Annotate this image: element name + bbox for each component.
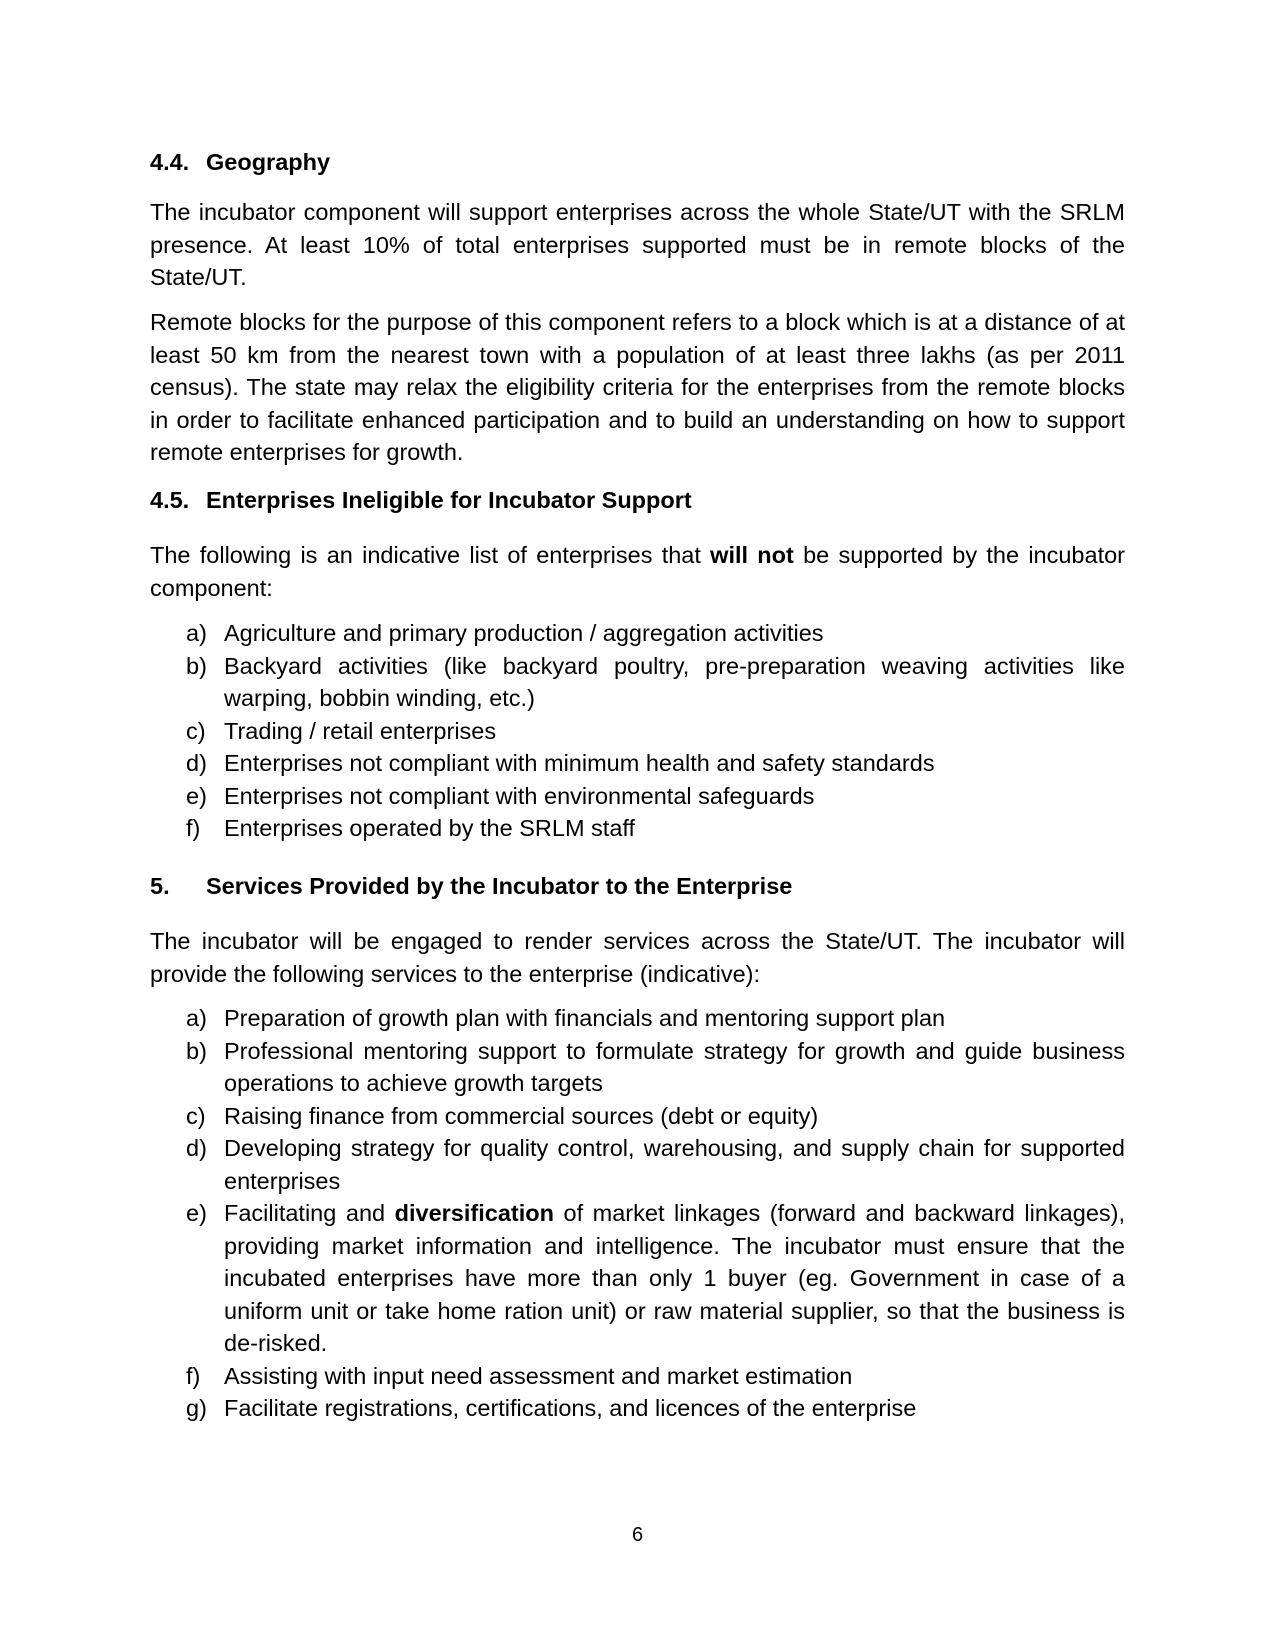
list-marker: d) bbox=[186, 750, 207, 776]
list-marker: e) bbox=[186, 1200, 207, 1226]
section-title: Enterprises Ineligible for Incubator Support bbox=[206, 487, 692, 513]
list-marker: c) bbox=[186, 1102, 206, 1129]
list-marker: f) bbox=[186, 815, 201, 841]
list-item-text: Professional mentoring support to formulate strategy for growth and guide business operations to achieve growth targets bbox=[224, 1037, 1125, 1096]
list-item-emphasis: diversification bbox=[394, 1200, 554, 1226]
list-item-text: Backyard activities (like backyard poultry, pre-preparation weaving activities like warping, bobbin winding, etc.) bbox=[224, 652, 1125, 711]
page-number: 6 bbox=[631, 1524, 644, 1546]
section-title: Services Provided by the Incubator to the Enterprise bbox=[206, 873, 793, 899]
section-heading-4-5 bbox=[150, 484, 692, 517]
incubator-services-list bbox=[186, 1002, 1125, 1425]
list-item bbox=[186, 812, 1125, 845]
list-item-text: Facilitate registrations, certifications, and licences of the enterprise bbox=[224, 1395, 917, 1421]
list-item bbox=[186, 1002, 1125, 1035]
list-item bbox=[186, 617, 1125, 650]
list-item bbox=[186, 747, 1125, 780]
list-marker: g) bbox=[186, 1395, 207, 1421]
list-marker: b) bbox=[186, 652, 207, 679]
section-heading-4-4 bbox=[150, 146, 330, 179]
list-item-text: Enterprises not compliant with minimum health and safety standards bbox=[224, 750, 935, 776]
section-heading-5 bbox=[150, 870, 792, 903]
list-item-text: of market linkages (forward and backward linkages), providing market information and intelligence. The incubator must ensure that the incubated enterprises have more than only 1 buyer (eg. Government in case of a uniform unit or take home ration unit) or raw material supplier, so that the business is de-risked. bbox=[224, 1200, 1126, 1356]
section-number: 5. bbox=[150, 873, 170, 899]
ineligible-enterprises-list bbox=[186, 617, 1125, 845]
list-item bbox=[186, 1100, 1125, 1133]
services-intro-paragraph: The incubator will be engaged to render services across the State/UT. The incubator will provide the following services to the enterprise (indicative): bbox=[150, 928, 1125, 987]
list-marker: c) bbox=[186, 717, 206, 744]
geography-paragraph-1: The incubator component will support enterprises across the whole State/UT with the SRLM presence. At least 10% of total enterprises supported must be in remote blocks of the State/UT. bbox=[150, 199, 1125, 290]
list-item bbox=[186, 1197, 1125, 1360]
geography-paragraph-2: Remote blocks for the purpose of this component refers to a block which is at a distance of at least 50 km from the nearest town with a population of at least three lakhs (as per 2011 census). The state may relax the eligibility criteria for the enterprises from the remote blocks in order to facilitate enhanced participation and to build an understanding on how to support remote enterprises for growth. bbox=[150, 309, 1125, 465]
list-item bbox=[186, 650, 1125, 715]
list-marker: d) bbox=[186, 1135, 207, 1161]
list-marker: a) bbox=[186, 620, 207, 646]
list-item-text: Enterprises not compliant with environmental safeguards bbox=[224, 782, 815, 809]
list-item-text: Raising finance from commercial sources (debt or equity) bbox=[224, 1102, 819, 1129]
list-marker: f) bbox=[186, 1362, 201, 1389]
list-item bbox=[186, 1360, 1125, 1393]
intro-text: be supported by the incubator component: bbox=[150, 542, 1125, 601]
section-number: 4.5. bbox=[150, 487, 190, 513]
list-marker: a) bbox=[186, 1005, 207, 1031]
list-item-text: Enterprises operated by the SRLM staff bbox=[224, 815, 636, 841]
ineligible-intro-paragraph bbox=[150, 539, 1125, 604]
list-item-text: Facilitating and bbox=[224, 1200, 395, 1226]
list-item bbox=[186, 780, 1125, 813]
list-item-text: Trading / retail enterprises bbox=[224, 717, 497, 744]
list-item-text: Preparation of growth plan with financials and mentoring support plan bbox=[224, 1005, 946, 1031]
list-item bbox=[186, 1132, 1125, 1197]
intro-emphasis: will not bbox=[710, 542, 794, 568]
list-marker: b) bbox=[186, 1037, 207, 1064]
intro-text: The following is an indicative list of enterprises that bbox=[150, 542, 711, 568]
list-item bbox=[186, 715, 1125, 748]
section-title: Geography bbox=[206, 149, 331, 175]
list-item-text: Agriculture and primary production / aggregation activities bbox=[224, 620, 824, 646]
section-number: 4.4. bbox=[150, 149, 190, 175]
list-item-text: Assisting with input need assessment and market estimation bbox=[224, 1362, 853, 1389]
list-marker: e) bbox=[186, 782, 207, 809]
list-item-text: Developing strategy for quality control, warehousing, and supply chain for supported enterprises bbox=[224, 1135, 1125, 1194]
list-item bbox=[186, 1392, 1125, 1425]
list-item bbox=[186, 1035, 1125, 1100]
